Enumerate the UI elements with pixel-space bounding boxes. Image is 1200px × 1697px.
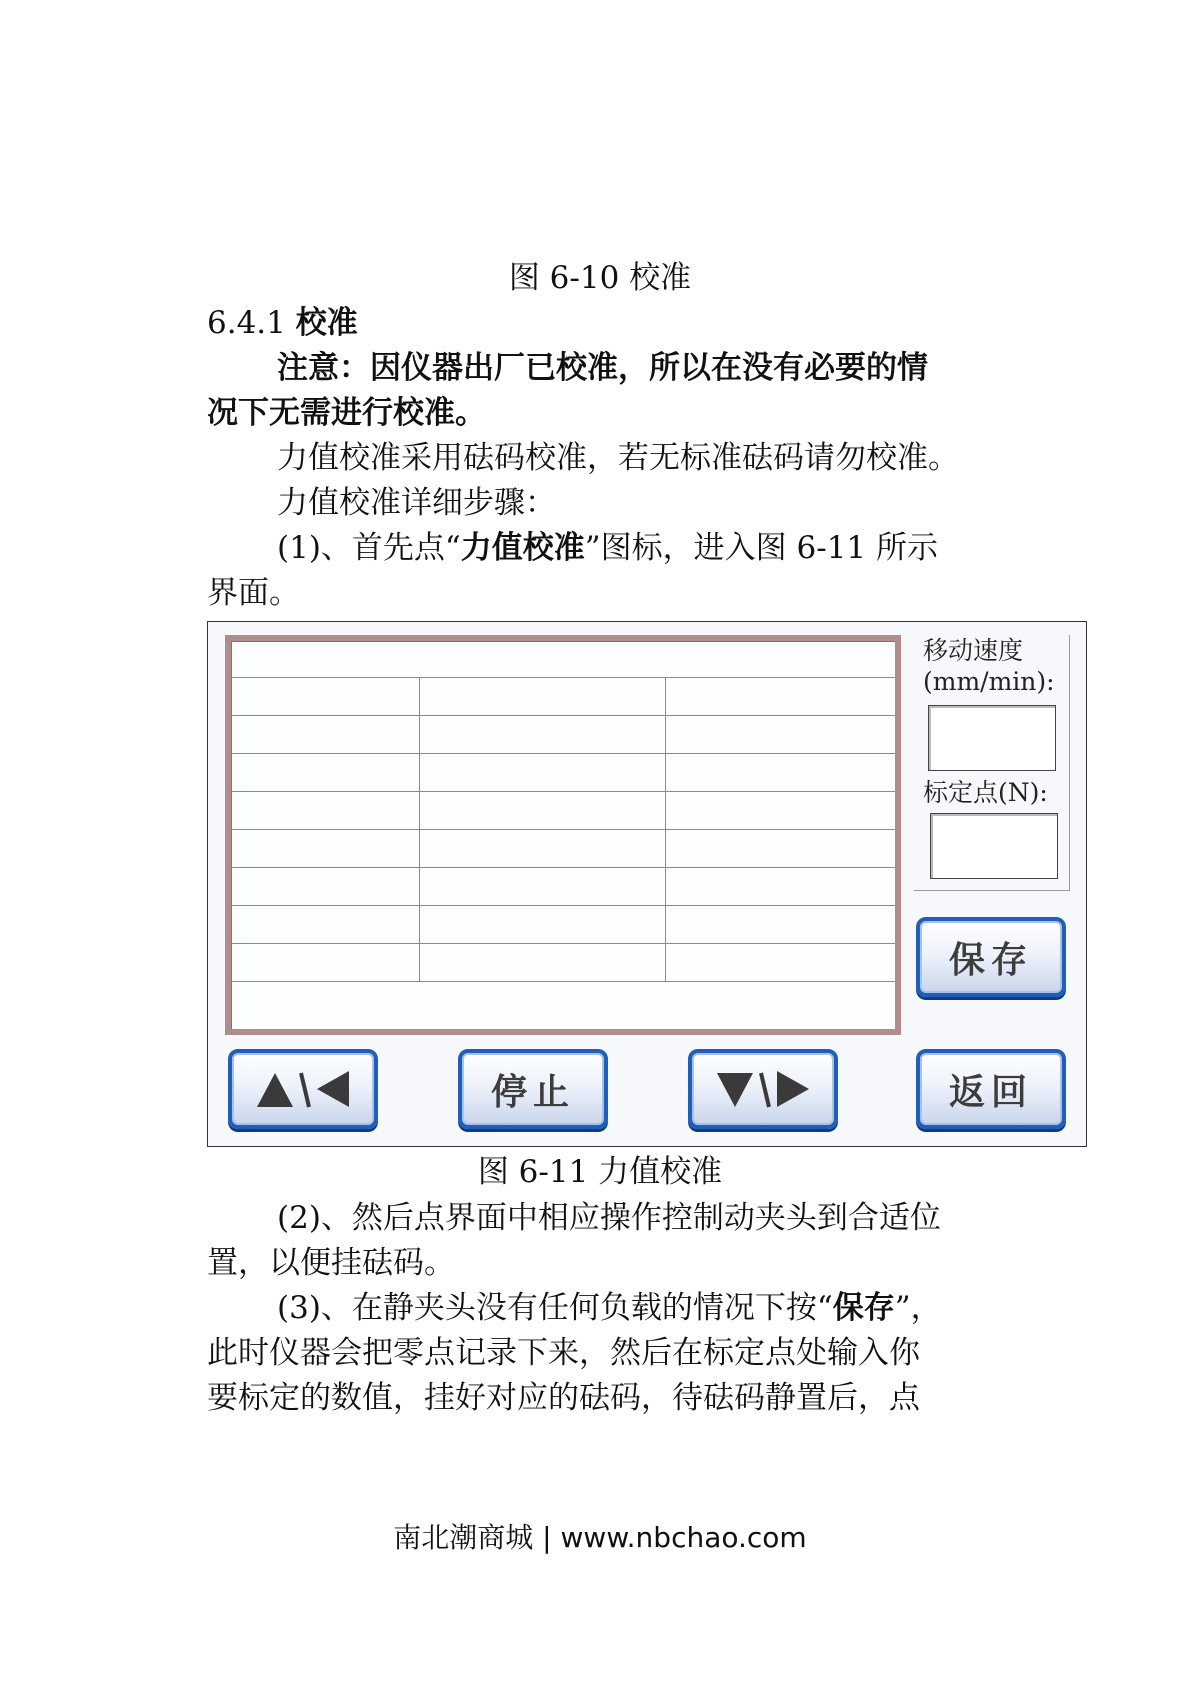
calibration-point-label: 标定点(N): xyxy=(923,778,1048,807)
figure-caption-6-11: 图 6-11 力值校准 xyxy=(477,1154,723,1190)
figure-caption-6-10: 图 6-10 校准 xyxy=(508,260,692,296)
input-panel xyxy=(914,635,1070,891)
stop-button-label: 停止 xyxy=(490,1071,575,1113)
paragraph-weights: 力值校准采用砝码校准，若无标准砝码请勿校准。 xyxy=(277,440,959,476)
up-left-button[interactable] xyxy=(228,1049,378,1129)
up-left-arrow-icon xyxy=(253,1067,353,1111)
step-1-prefix: (1)、首先点 xyxy=(277,530,445,566)
table-column-divider xyxy=(419,677,420,981)
step-3-suffix: ”， xyxy=(894,1290,942,1326)
save-button[interactable] xyxy=(916,917,1066,997)
down-right-arrow-icon xyxy=(713,1067,813,1111)
table-row-divider xyxy=(231,905,895,906)
table-row-divider xyxy=(231,867,895,868)
table-row-divider xyxy=(231,943,895,944)
speed-label: 移动速度 xyxy=(923,636,1024,665)
calibration-screen xyxy=(207,621,1087,1147)
table-column-divider xyxy=(665,677,666,981)
note-line-1: 注意：因仪器出厂已校准，所以在没有必要的情 xyxy=(277,350,928,386)
stop-button[interactable] xyxy=(458,1049,608,1129)
step-3-line-3: 要标定的数值，挂好对应的砝码，待砝码静置后，点 xyxy=(207,1380,920,1416)
step-1-quote-close: ” xyxy=(584,530,601,566)
section-heading xyxy=(207,303,358,343)
step-3-bold: 保存 xyxy=(832,1290,895,1326)
paragraph-steps-intro: 力值校准详细步骤： xyxy=(277,485,556,521)
footer-site: 南北潮商城 | www.nbchao.com xyxy=(393,1521,807,1554)
step-3-line-1 xyxy=(277,1288,942,1328)
table-row-divider xyxy=(231,981,895,982)
table-row-divider xyxy=(231,753,895,754)
back-button-label: 返回 xyxy=(948,1071,1033,1113)
table-row-divider xyxy=(231,715,895,716)
step-2-line-1: (2)、然后点界面中相应操作控制动夹头到合适位 xyxy=(277,1200,941,1236)
save-button-label: 保存 xyxy=(948,939,1033,981)
calibration-point-input[interactable] xyxy=(930,813,1058,879)
step-3-prefix: (3)、在静夹头没有任何负载的情况下按“ xyxy=(277,1290,833,1326)
speed-unit-label: (mm/min): xyxy=(923,667,1055,696)
down-right-button[interactable] xyxy=(688,1049,838,1129)
calibration-table xyxy=(225,635,901,1035)
table-row-divider xyxy=(231,829,895,830)
step-1-suffix: 图标，进入图 6-11 所示 xyxy=(600,530,938,566)
section-title: 校准 xyxy=(295,305,358,341)
section-number: 6.4.1 xyxy=(207,305,286,341)
step-2-line-2: 置，以便挂砝码。 xyxy=(207,1245,455,1281)
speed-input[interactable] xyxy=(928,705,1056,771)
note-line-2: 况下无需进行校准。 xyxy=(207,395,486,431)
back-button[interactable] xyxy=(916,1049,1066,1129)
step-1-bold: 力值校准 xyxy=(460,530,585,566)
step-3-line-2: 此时仪器会把零点记录下来，然后在标定点处输入你 xyxy=(207,1335,920,1371)
table-row-divider xyxy=(231,791,895,792)
step-1-line-2: 界面。 xyxy=(207,575,300,611)
table-row-divider xyxy=(231,677,895,678)
step-1-quote-open: “ xyxy=(444,530,461,566)
step-1-line-1 xyxy=(277,528,938,568)
